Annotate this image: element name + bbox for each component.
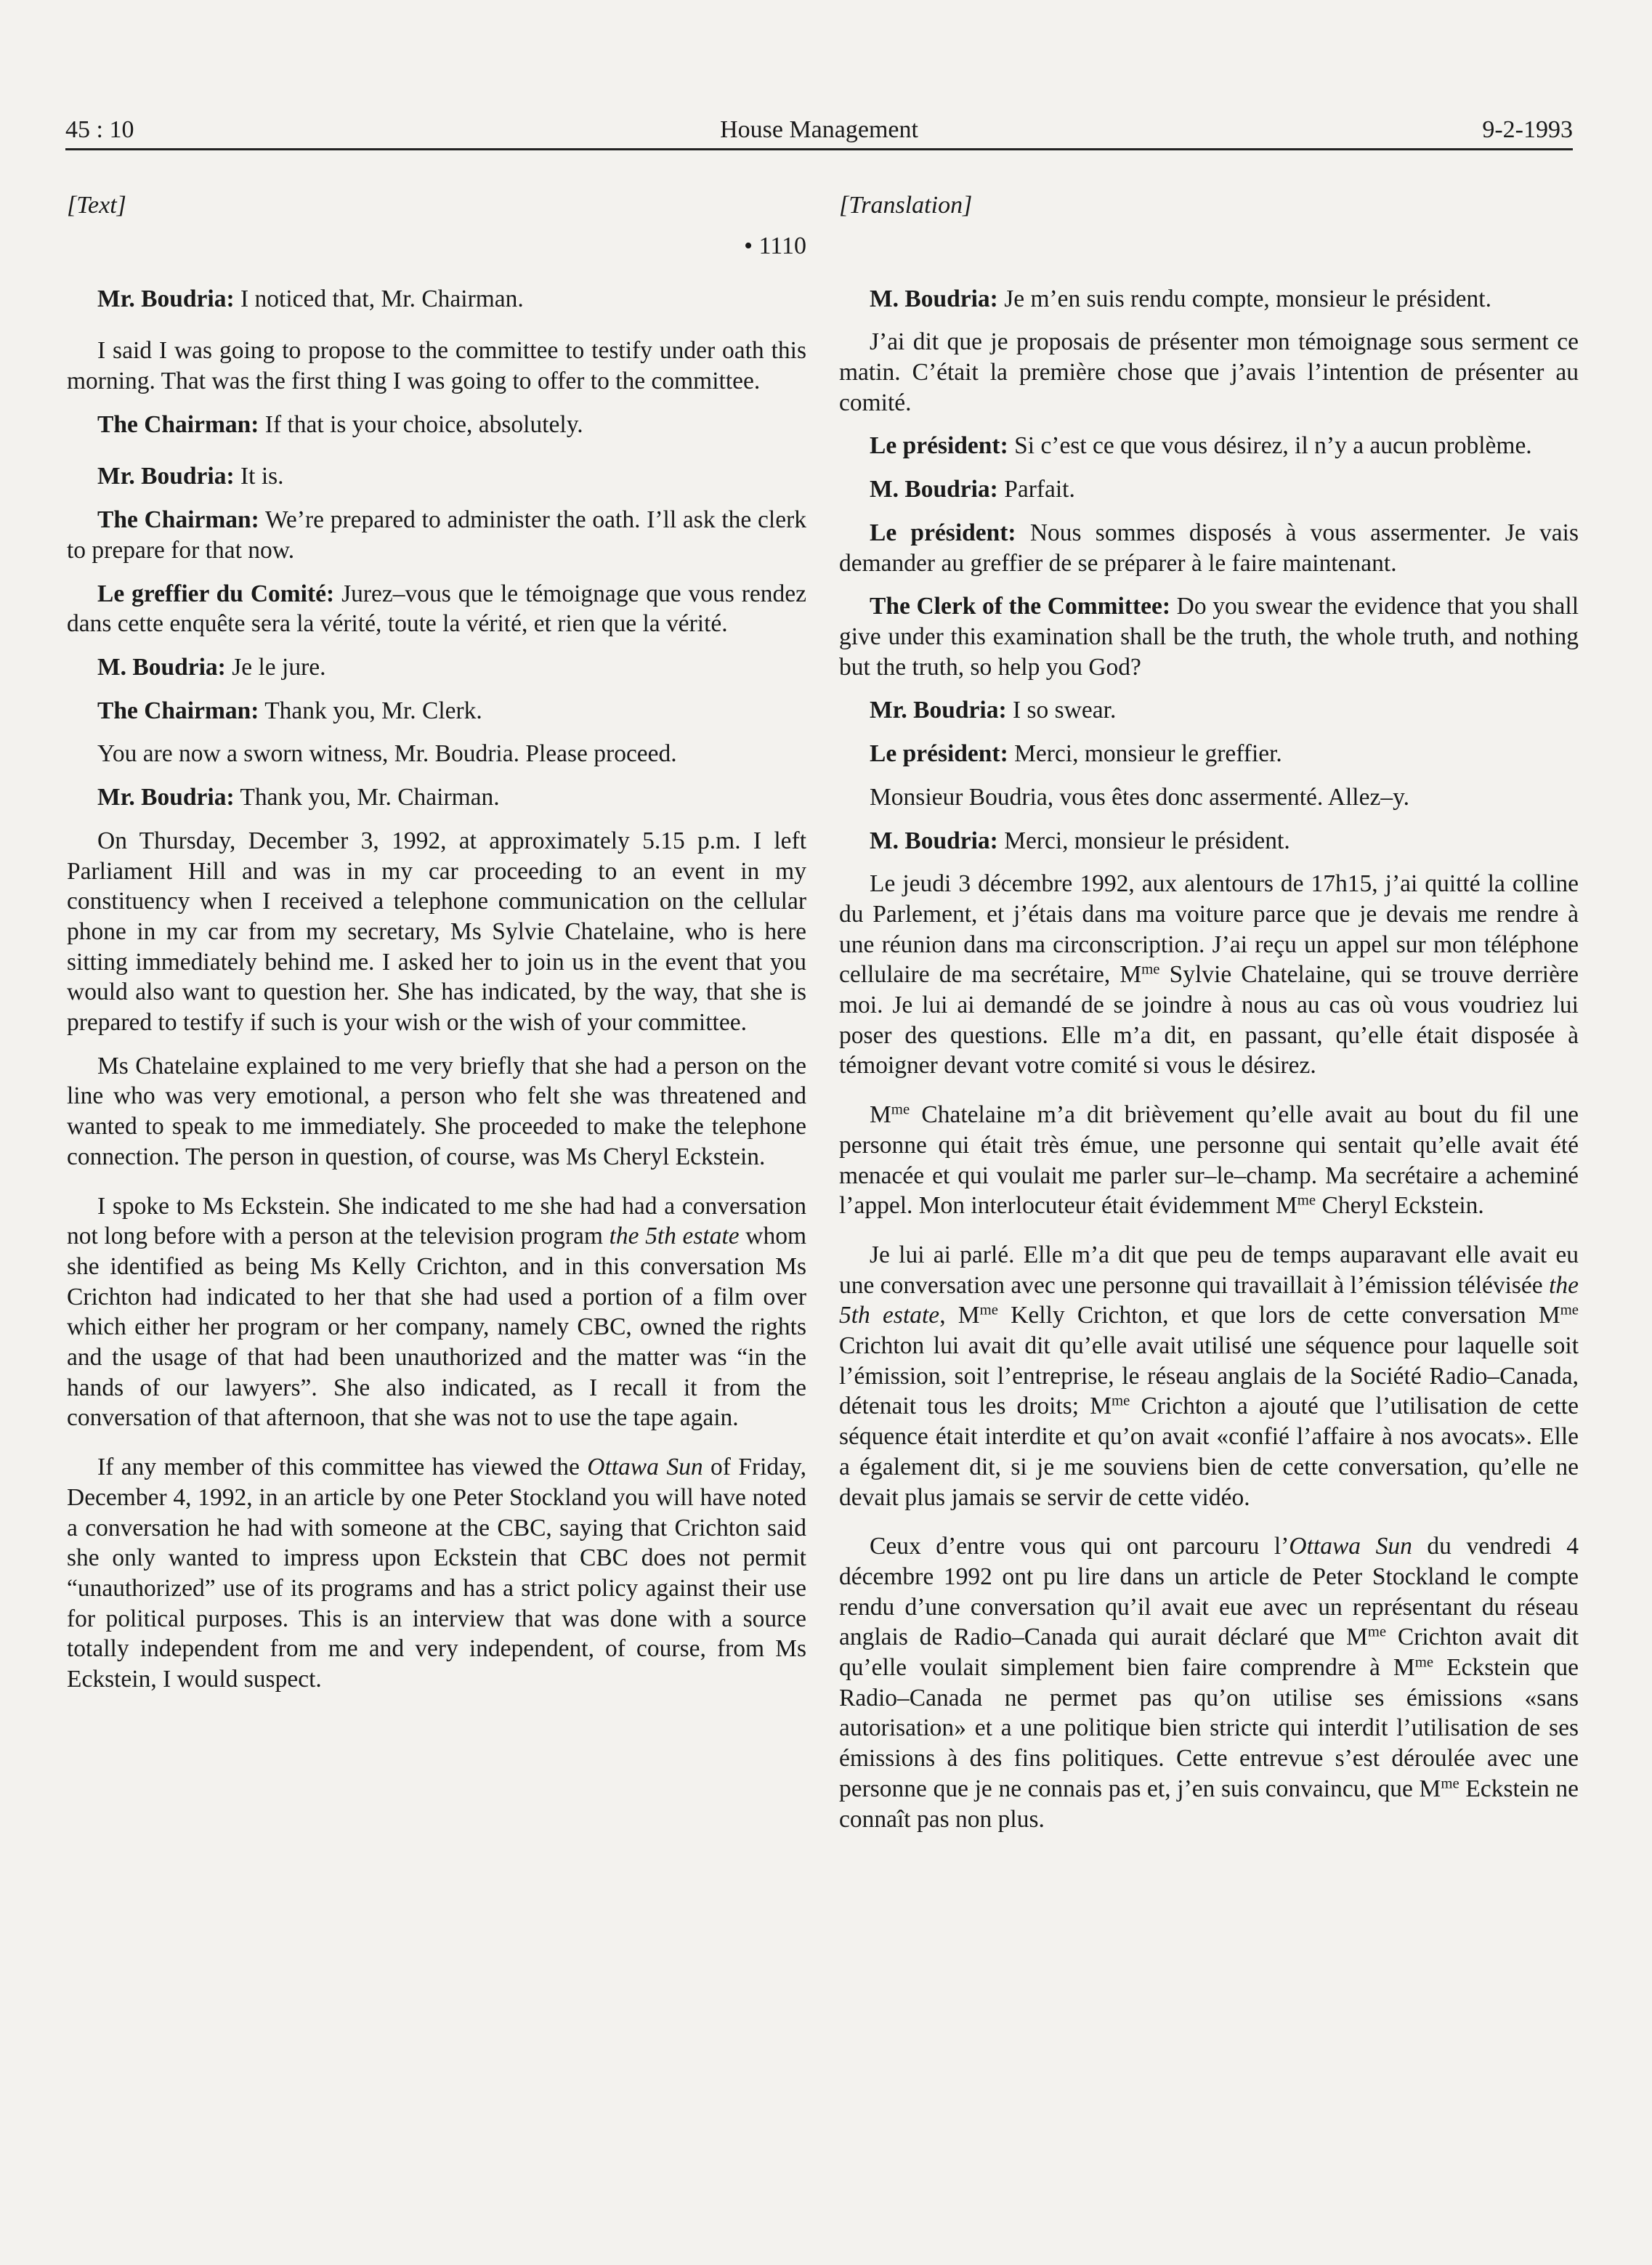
- speech-text: Nous sommes disposés à vous assermenter. Je vais demander au greffier de se préparer à le faire maintenant.: [839, 519, 1579, 577]
- speech-text: We’re prepared to administer the oath. I’ll ask the clerk to prepare for that now.: [67, 506, 806, 564]
- speech-paragraph: Monsieur Boudria, vous êtes donc assermenté. Allez–y.: [870, 783, 1410, 811]
- speech-text: Eckstein que Radio–Canada ne permet pas qu’on utilise ses émissions «sans autorisation» et a une politique bien stricte qui interdit l’utilisation de ses émissions à des fins politiques. Cette entrevue s’est déroulée avec une personne que je ne connais pas et, j’en suis convaincu, que M: [839, 1654, 1579, 1802]
- speech-text: Ceux d’entre vous qui ont parcouru l’: [870, 1533, 1289, 1560]
- speech-paragraph: [839, 695, 1579, 726]
- honorific-superscript: me: [891, 1101, 910, 1118]
- speech-paragraph: [67, 461, 806, 492]
- speech-paragraph: [67, 652, 806, 683]
- speech-text: Do you swear the evidence that you shall give under this examination shall be the truth, the whole truth, and nothing but the truth, so help you God?: [839, 593, 1579, 681]
- speech-text: I so swear.: [1012, 697, 1117, 724]
- speech-text: Je m’en suis rendu compte, monsieur le président.: [1004, 285, 1491, 312]
- honorific-superscript: me: [1367, 1623, 1387, 1640]
- program-title: the 5th estate: [609, 1223, 740, 1250]
- speech-paragraph: [839, 826, 1579, 856]
- speech-text: du vendredi 4 décembre 1992 ont pu lire dans un article de Peter Stockland le compte rendu d’une conversation qu’il avait eue avec un représentant du réseau anglais de Radio–Canada qui aurait déclaré que M: [839, 1533, 1579, 1651]
- speech-text: Si c’est ce que vous désirez, il n’y a aucun problème.: [1014, 432, 1532, 460]
- speech-paragraph: [839, 1240, 1579, 1512]
- speech-text: , M: [939, 1302, 980, 1329]
- speech-text: It is.: [240, 463, 284, 490]
- honorific-superscript: me: [1141, 960, 1160, 978]
- speaker-name: Mr. Boudria:: [97, 285, 235, 312]
- speech-text: I spoke to Ms Eckstein. She indicated to me she had had a conversation not long before with a person at the television program: [67, 1192, 806, 1250]
- honorific-superscript: me: [1112, 1393, 1130, 1410]
- speech-text: Kelly Crichton, et que lors de cette conversation M: [997, 1302, 1560, 1329]
- speech-text: If that is your choice, absolutely.: [264, 410, 583, 438]
- column-label-value: Translation: [849, 192, 963, 219]
- page-header: [65, 108, 1573, 150]
- honorific-superscript: me: [1441, 1775, 1459, 1792]
- time-marker: • 1110: [744, 232, 806, 260]
- speech-text: Thank you, Mr. Chairman.: [240, 784, 500, 811]
- speech-paragraph: [67, 284, 806, 315]
- speech-paragraph: [67, 1191, 806, 1434]
- speaker-name: Le président:: [870, 432, 1008, 460]
- speaker-name: Le greffier du Comité:: [97, 580, 335, 607]
- speech-paragraph: [67, 410, 806, 440]
- column-label-value: Text: [76, 192, 117, 219]
- newspaper-title: Ottawa Sun: [1289, 1533, 1412, 1560]
- speech-text: Parfait.: [1004, 476, 1075, 503]
- honorific-superscript: me: [1414, 1653, 1434, 1671]
- time-marker-spacer: [839, 231, 1579, 262]
- speech-text: Je le jure.: [232, 653, 326, 681]
- speaker-name: Mr. Boudria:: [870, 697, 1007, 724]
- speech-text: Merci, monsieur le président.: [1004, 827, 1290, 854]
- speech-paragraph: [839, 431, 1579, 461]
- speaker-name: The Clerk of the Committee:: [870, 593, 1171, 620]
- speech-paragraph: [839, 474, 1579, 505]
- english-column: [67, 190, 806, 1708]
- speech-text: Le jeudi 3 décembre 1992, aux alentours de 17h15, j’ai quitté la colline du Parlement, et j’étais dans ma voiture parce que je devais me rendre à une réunion dans ma circonscription. J’ai reçu un appel sur mon téléphone cellulaire de ma secrétaire, M: [839, 870, 1579, 989]
- speaker-name: The Chairman:: [97, 410, 259, 438]
- speaker-name: Mr. Boudria:: [97, 784, 235, 811]
- speech-paragraph: [839, 1531, 1579, 1834]
- speech-text: I noticed that, Mr. Chairman.: [240, 285, 524, 312]
- speech-paragraph: [67, 505, 806, 565]
- speech-paragraph: I said I was going to propose to the committee to testify under oath this morning. That was the first thing I was going to offer to the committee.: [67, 337, 806, 395]
- speaker-name: M. Boudria:: [870, 476, 998, 503]
- speech-text: Cheryl Eckstein.: [1316, 1192, 1484, 1220]
- speech-text: Merci, monsieur le greffier.: [1014, 740, 1282, 768]
- column-label-translation: [Translation]: [839, 192, 973, 219]
- speech-paragraph: [67, 579, 806, 639]
- honorific-superscript: me: [1297, 1191, 1316, 1209]
- speech-text: Crichton lui avait dit qu’elle avait utilisé une séquence pour laquelle soit l’émission, soit l’entreprise, le réseau anglais de la Société Radio–Canada, détenait tous les droits; M: [839, 1332, 1579, 1420]
- speech-paragraph: [67, 782, 806, 813]
- speech-paragraph: [839, 518, 1579, 578]
- speech-paragraph: You are now a sworn witness, Mr. Boudria. Please proceed.: [97, 740, 677, 768]
- speech-text: Jurez–vous que le témoignage que vous rendez dans cette enquête sera la vérité, toute la vérité, et rien que la vérité.: [67, 580, 807, 638]
- speaker-name: The Chairman:: [97, 506, 259, 534]
- speech-text: If any member of this committee has viewed the: [97, 1454, 588, 1481]
- honorific-superscript: me: [1560, 1301, 1579, 1318]
- speaker-name: M. Boudria:: [870, 827, 998, 854]
- speech-paragraph: [839, 739, 1579, 769]
- speaker-name: M. Boudria:: [97, 653, 226, 681]
- speech-text: of Friday, December 4, 1992, in an article by one Peter Stockland you will have noted a conversation he had with someone at the CBC, saying that Crichton said she only wanted to impress upon Eckstein that CBC does not permit “unauthorized” use of its programs and has a strict policy against their use for political purposes. This is an interview that was done with a source totally independent from me and very independent, of course, from Ms Eckstein, I would suspect.: [67, 1454, 806, 1693]
- page-reference: 45 : 10: [65, 116, 134, 143]
- speech-paragraph: [839, 284, 1579, 315]
- speech-paragraph: [839, 1100, 1579, 1221]
- speech-paragraph: [67, 1452, 806, 1695]
- speech-paragraph: J’ai dit que je proposais de présenter mon témoignage sous serment ce matin. C’était la première chose que j’avais l’intention de présenter au comité.: [839, 328, 1579, 416]
- speech-paragraph: [839, 591, 1579, 682]
- column-label-text: [Text]: [67, 192, 126, 219]
- speech-text: Crichton avait dit qu’elle voulait simplement bien faire comprendre à M: [839, 1624, 1579, 1682]
- speech-text: whom she identified as being Ms Kelly Crichton, and in this conversation Ms Crichton had indicated to her that she had used a portion of a film over which either her program or her company, namely CBC, owned the rights and the usage of that had been unauthorized and the matter was “in the hands of our lawyers”. She also indicated, as I recall it from the conversation of that afternoon, that she was not to use the tape again.: [67, 1223, 807, 1432]
- speech-text: Thank you, Mr. Clerk.: [264, 697, 482, 724]
- speaker-name: Mr. Boudria:: [97, 463, 235, 490]
- header-date: 9-2-1993: [1482, 116, 1573, 143]
- speech-text: Sylvie Chatelaine, qui se trouve derrière moi. Je lui ai demandé de se joindre à nous au cas où vous voudriez lui poser des questions. Elle m’a dit, en passant, qu’elle était disposée à témoigner devant votre comité si vous le désirez.: [839, 961, 1579, 1079]
- publication-title: House Management: [720, 116, 918, 143]
- translation-column: [839, 190, 1579, 1847]
- speech-text: Chatelaine m’a dit brièvement qu’elle avait au bout du fil une personne qui était très émue, une personne qui sentait qu’elle avait été menacée et qui voulait me parler sur–le–champ. Ma secrétaire a acheminé l’appel. Mon interlocuteur était évidemment M: [839, 1101, 1579, 1220]
- speech-text: Crichton a ajouté que l’utilisation de cette séquence était interdite et qu’on avait «confié l’affaire à nos avocats». Elle a également dit, si je me souviens bien de cette conversation, qu’elle ne devait plus jamais se servir de cette vidéo.: [839, 1393, 1579, 1511]
- speech-text: M: [870, 1101, 891, 1129]
- speech-paragraph: Ms Chatelaine explained to me very briefly that she had a person on the line who was very emotional, a person who felt she was threatened and wanted to speak to me immediately. She proceeded to make the telephone connection. The person in question, of course, was Ms Cheryl Eckstein.: [67, 1052, 806, 1170]
- speech-text: Eckstein ne connaît pas non plus.: [839, 1775, 1579, 1833]
- honorific-superscript: me: [979, 1301, 998, 1318]
- speaker-name: Le président:: [870, 519, 1016, 546]
- speaker-name: M. Boudria:: [870, 285, 998, 312]
- speech-paragraph: [839, 869, 1579, 1081]
- speaker-name: The Chairman:: [97, 697, 259, 724]
- program-title: the 5th estate: [839, 1271, 1579, 1329]
- newspaper-title: Ottawa Sun: [587, 1454, 703, 1481]
- speaker-name: Le président:: [870, 740, 1008, 768]
- speech-text: Je lui ai parlé. Elle m’a dit que peu de temps auparavant elle avait eu une conversation avec une personne qui travaillait à l’émission télévisée: [839, 1241, 1579, 1299]
- speech-paragraph: [67, 696, 806, 726]
- speech-paragraph: On Thursday, December 3, 1992, at approximately 5.15 p.m. I left Parliament Hill and was in my car proceeding to an event in my constituency when I received a telephone communication on the cellular phone in my car from my secretary, Ms Sylvie Chatelaine, who is here sitting immediately behind me. I asked her to join us in the event that you would also want to question her. She has indicated, by the way, that she is prepared to testify if such is your wish or the wish of your committee.: [67, 827, 806, 1037]
